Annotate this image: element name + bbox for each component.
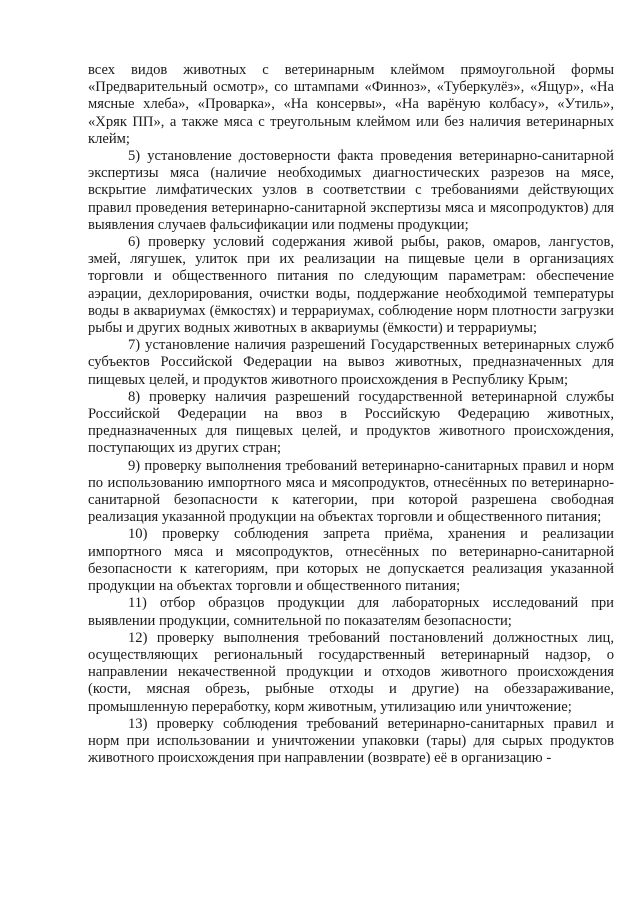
paragraph-item-10: 10) проверку соблюдения запрета приёма, хранения и реализации импортного мяса и мясопродуктов, отнесённых по ветеринарно-санитарной безопасности к категориям, при которых не допускается реализация указанной продукции на объектах торговли и общественного питания; — [88, 526, 614, 595]
paragraph-item-9: 9) проверку выполнения требований ветеринарно-санитарных правил и норм по использованию импортного мяса и мясопродуктов, отнесённых по ветеринарно-санитарной безопасности к категории, при которой разрешена свободная реализация указанной продукции на объектах торговли и общественного питания; — [88, 457, 614, 526]
paragraph-item-13: 13) проверку соблюдения требований ветеринарно-санитарных правил и норм при использовании и уничтожении упаковки (тары) для сырых продуктов животного происхождения при направлении (возврате) её в организацию - — [88, 715, 614, 767]
paragraph-item-5: 5) установление достоверности факта проведения ветеринарно-санитарной экспертизы мяса (наличие необходимых диагностических разрезов на мясе, вскрытие лимфатических узлов в соответствии с требованиями действующих правил проведения ветеринарно-санитарной экспертизы мяса и мясопродуктов) для выявления случаев фальсификации или подмены продукции; — [88, 148, 614, 233]
paragraph-continuation: всех видов животных с ветеринарным клеймом прямоугольной формы «Предварительный осмотр», со штампами «Финноз», «Туберкулёз», «Ящур», «На мясные хлеба», «Проварка», «На консервы», «На варёную колбасу», «Утиль», «Хряк ПП», а также мяса с треугольным клеймом или без наличия ветеринарных клейм; — [88, 62, 614, 147]
paragraph-item-7: 7) установление наличия разрешений Государственных ветеринарных служб субъектов Российской Федерации на вывоз животных, предназначенных для пищевых целей, и продуктов животного происхождения в Республику Крым; — [88, 337, 614, 388]
paragraph-item-11: 11) отбор образцов продукции для лабораторных исследований при выявлении продукции, сомнительной по показателям безопасности; — [88, 595, 614, 629]
document-body — [88, 62, 614, 767]
paragraph-item-12: 12) проверку выполнения требований постановлений должностных лиц, осуществляющих региональный государственный ветеринарный надзор, о направлении некачественной продукции и отходов животного происхождения (кости, мясная обрезь, рыбные отходы и другие) на обеззараживание, промышленную переработку, корм животным, утилизацию или уничтожение; — [88, 629, 614, 715]
paragraph-item-8: 8) проверку наличия разрешений государственной ветеринарной службы Российской Федерации на ввоз в Российскую Федерацию животных, предназначенных для пищевых целей, и продуктов животного происхождения, поступающих из других стран; — [88, 388, 614, 457]
paragraph-item-6: 6) проверку условий содержания живой рыбы, раков, омаров, лангустов, змей, лягушек, улиток при их реализации на пищевые цели в организациях торговли и общественного питания по следующим параметрам: обеспечение аэрации, дехлорирования, очистки воды, поддержание необходимой температуры воды в аквариумах (ёмкостях) и террариумах, соблюдение норм плотности загрузки рыбы и других водных животных в аквариумы (ёмкости) и террариумы; — [88, 234, 614, 337]
